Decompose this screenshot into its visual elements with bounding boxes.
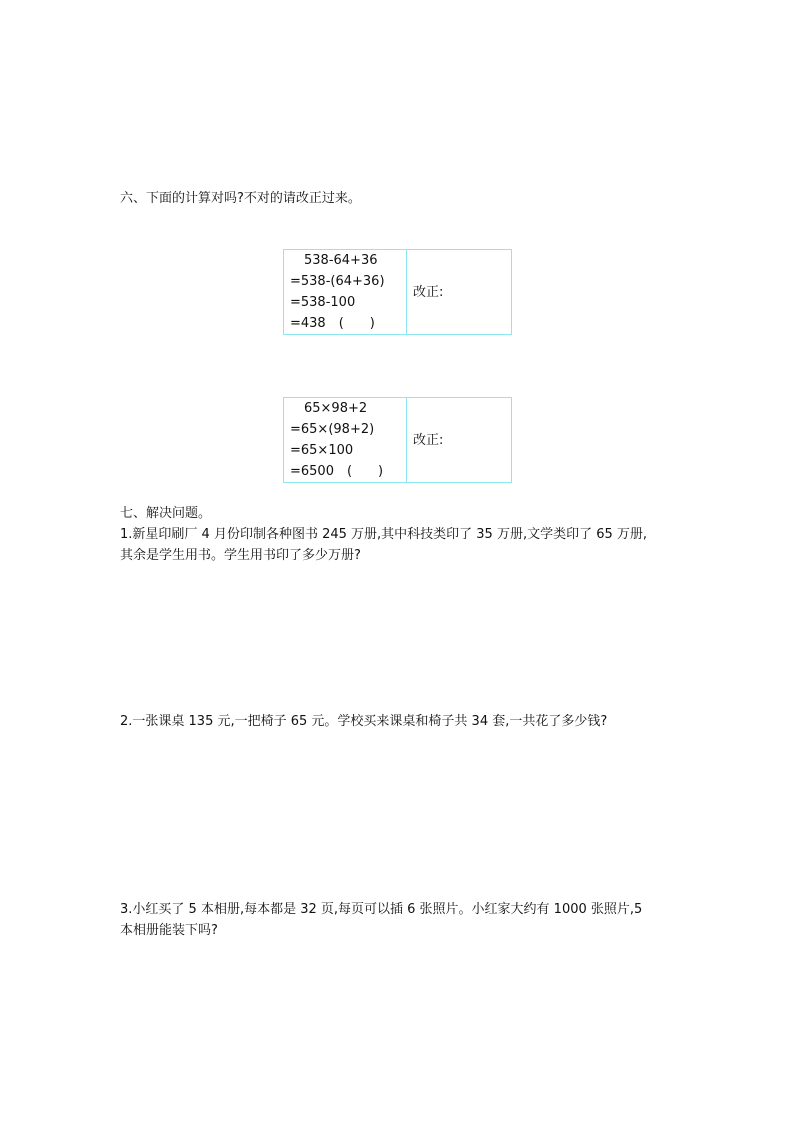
calc-line: 65×98+2 bbox=[304, 401, 368, 416]
calc-line: =6500 ( ) bbox=[290, 464, 384, 479]
fix-label: 改正: bbox=[407, 398, 512, 483]
calc-line: =538-(64+36) bbox=[290, 274, 385, 289]
calc-line: =65×100 bbox=[290, 443, 354, 458]
question-2: 2.一张课桌 135 元,一把椅子 65 元。学校买来课桌和椅子共 34 套,一共花了多少钱? bbox=[120, 714, 608, 729]
calculation bbox=[284, 398, 407, 483]
section7-title: 七、解决问题。 bbox=[120, 506, 212, 521]
question-3-line2: 本相册能装下吗? bbox=[120, 923, 218, 938]
problem-box-2 bbox=[283, 397, 512, 483]
question-1-line1: 1.新星印刷厂 4 月份印制各种图书 245 万册,其中科技类印了 35 万册,文学类印了 65 万册, bbox=[120, 527, 648, 542]
question-3-line1: 3.小红买了 5 本相册,每本都是 32 页,每页可以插 6 张照片。小红家大约有 1000 张照片,5 bbox=[120, 902, 643, 917]
calc-line: =65×(98+2) bbox=[290, 422, 375, 437]
problem-box-1 bbox=[283, 249, 512, 335]
calc-line: =438 ( ) bbox=[290, 316, 375, 331]
calc-line: =538-100 bbox=[290, 295, 356, 310]
question-1-line2: 其余是学生用书。学生用书印了多少万册? bbox=[120, 548, 361, 563]
fix-label: 改正: bbox=[407, 250, 512, 335]
calculation bbox=[284, 250, 407, 335]
calc-line: 538-64+36 bbox=[304, 253, 378, 268]
section6-title: 六、下面的计算对吗?不对的请改正过来。 bbox=[120, 191, 361, 206]
